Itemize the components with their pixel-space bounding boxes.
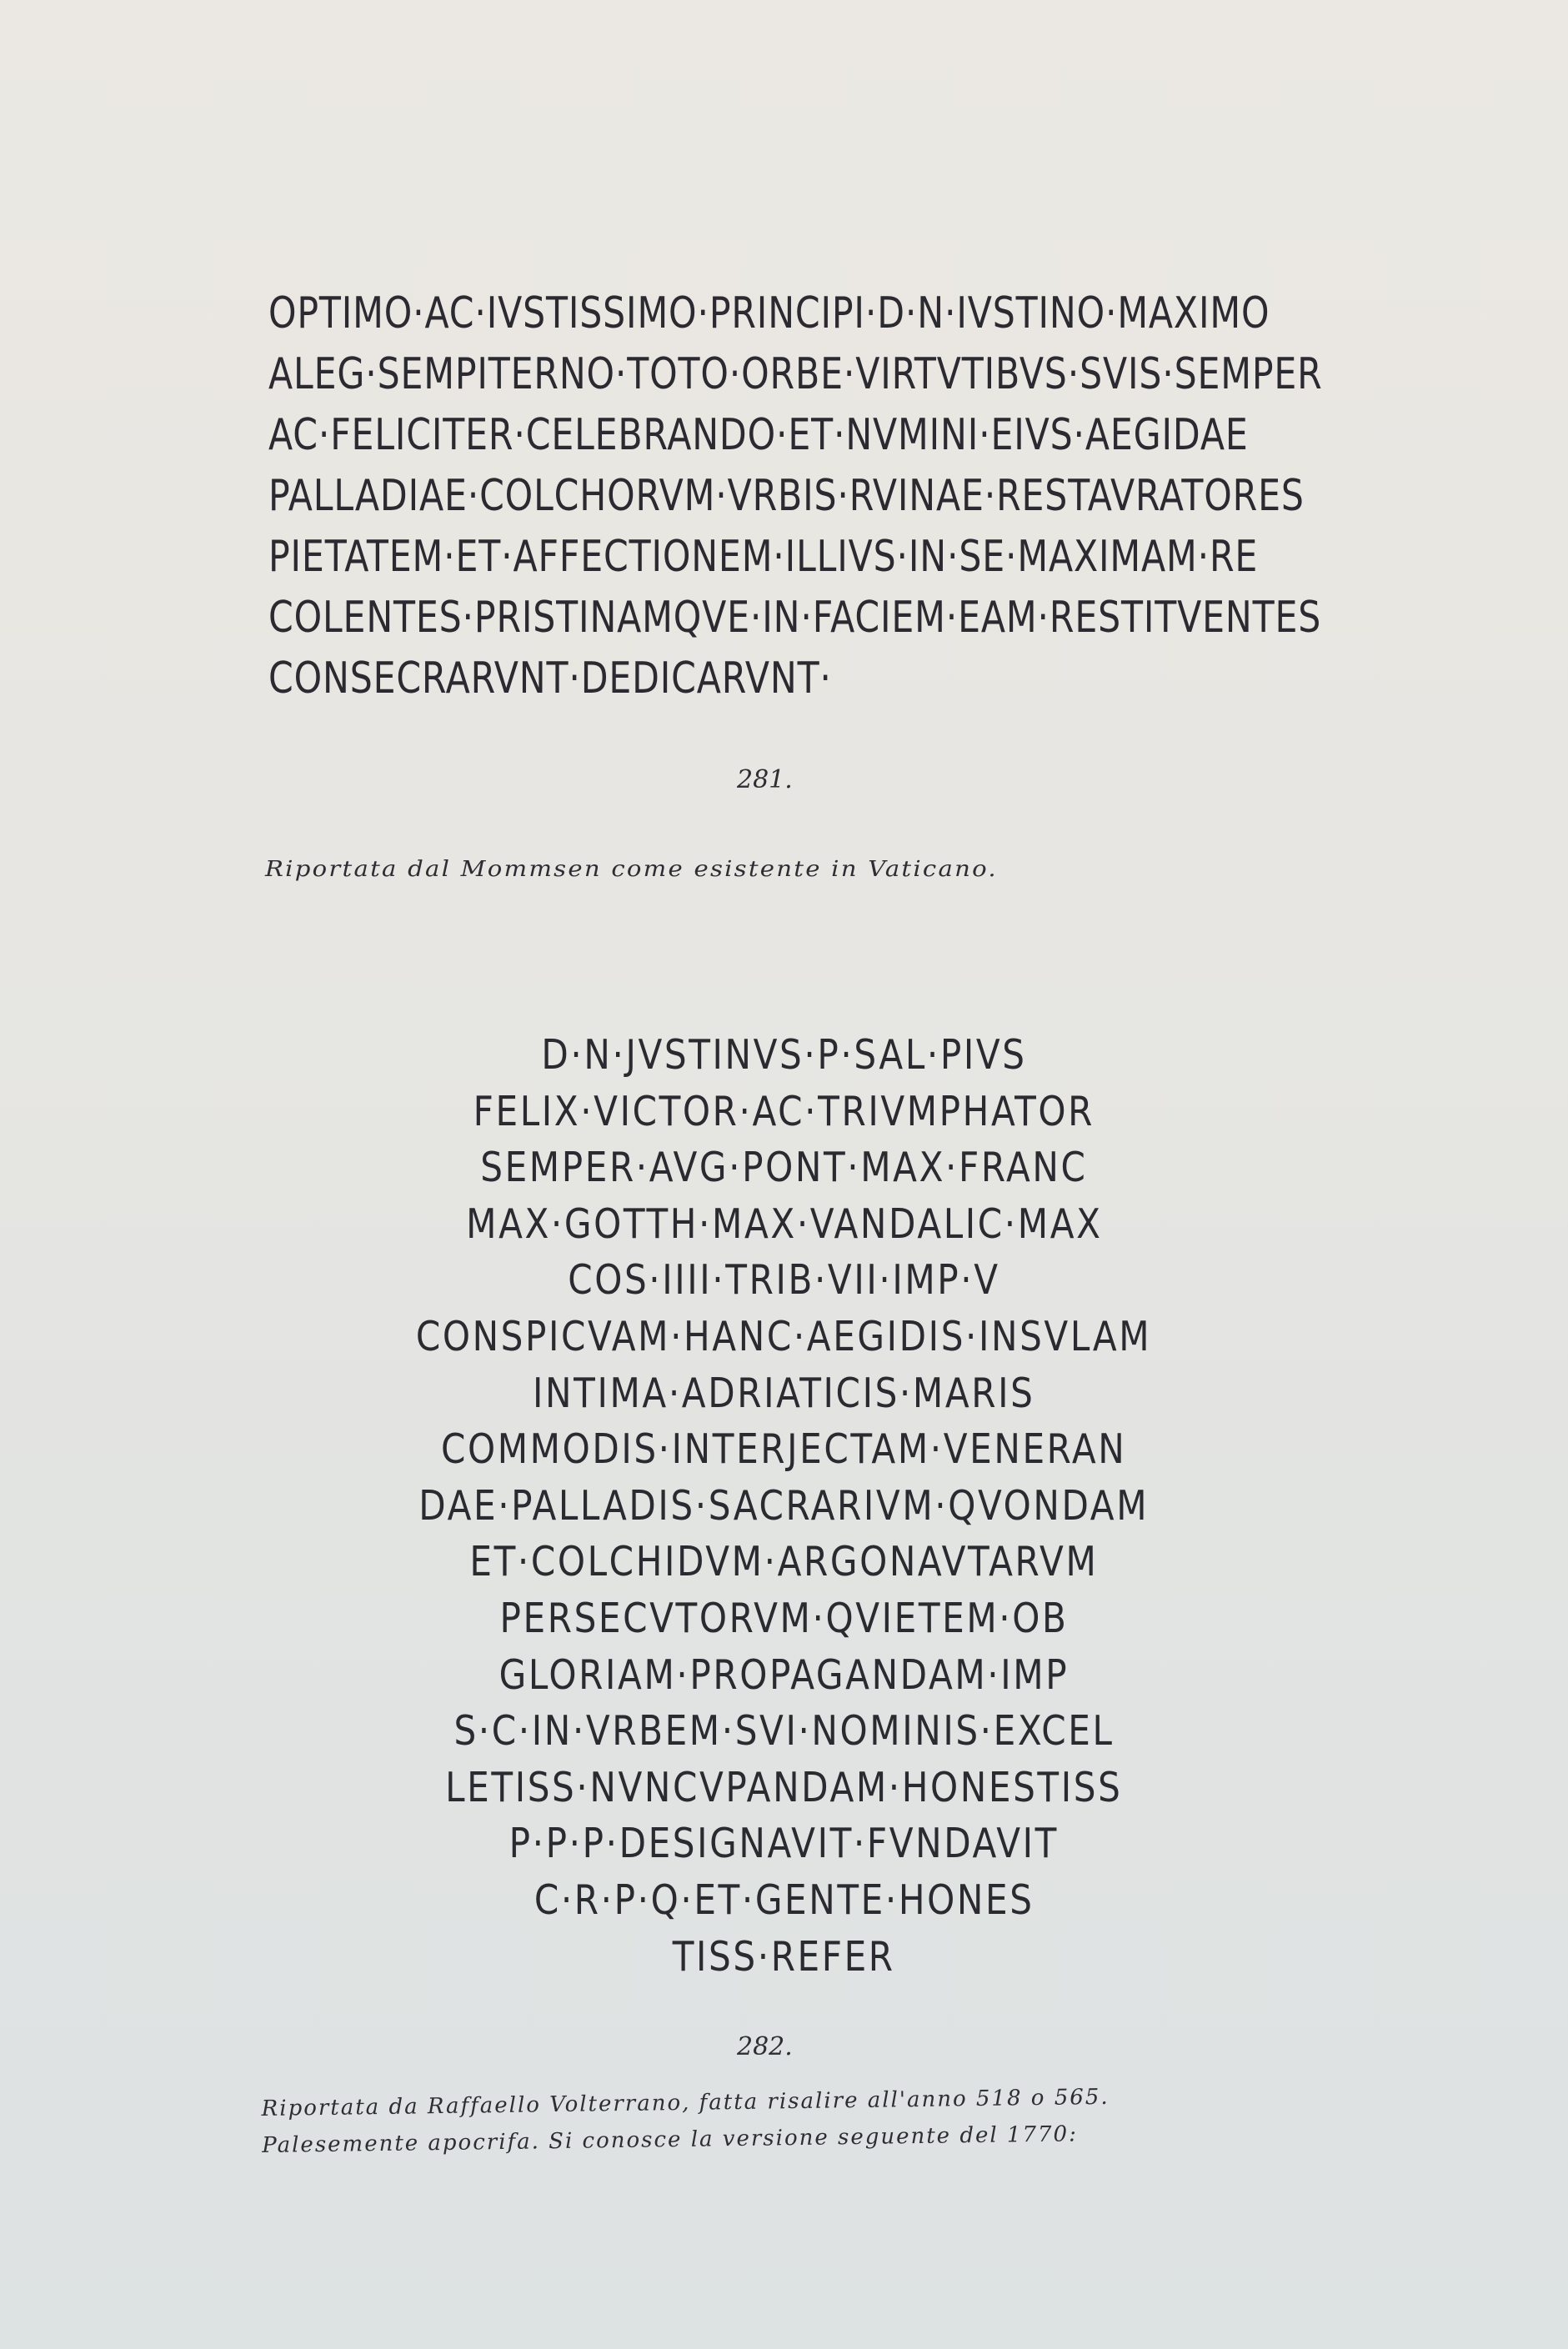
inscription-line: P·P·P·DESIGNAVIT·FVNDAVIT [508,1820,1060,1868]
inscription-line: TISS·REFER [673,1932,895,1981]
note-line: Palesemente apocrifa. Si conosce la versione seguente del 1770: [262,2121,1079,2158]
inscription-281 [268,283,1323,709]
inscription-line: OPTIMO·AC·IVSTISSIMO·PRINCIPI·D·N·IVSTINO·MAXIMO [268,288,1270,338]
inscription-line: COS·IIII·TRIB·VII·IMP·V [568,1256,1000,1305]
inscription-line: AC·FELICITER·CELEBRANDO·ET·NVMINI·EIVS·AEGIDAE [268,410,1249,460]
note-282 [261,2079,1110,2164]
inscription-line: MAX·GOTTH·MAX·VANDALIC·MAX [465,1200,1103,1248]
inscription-line: S·C·IN·VRBEM·SVI·NOMINIS·EXCEL [453,1707,1115,1755]
inscription-line: PALLADIAE·COLCHORVM·VRBIS·RVINAE·RESTAVRATORES [268,471,1305,521]
inscription-line: GLORIAM·PROPAGANDAM·IMP [498,1650,1070,1699]
inscription-282 [0,1027,1568,1985]
inscription-line: CONSECRARVNT·DEDICARVNT· [268,654,832,704]
note-281: Riportata dal Mommsen come esistente in Vaticano. [265,857,998,882]
inscription-number-281: 281. [737,765,793,794]
inscription-line: COLENTES·PRISTINAMQVE·IN·FACIEM·EAM·RESTITVENTES [268,593,1322,643]
inscription-line: COMMODIS·INTERJECTAM·VENERAN [441,1425,1127,1474]
inscription-line: C·R·P·Q·ET·GENTE·HONES [534,1876,1034,1924]
inscription-line: DAE·PALLADIS·SACRARIVM·QVONDAM [418,1481,1150,1530]
inscription-line: LETISS·NVNCVPANDAM·HONESTISS [445,1763,1123,1811]
inscription-number-282: 282. [737,2032,793,2061]
inscription-line: INTIMA·ADRIATICIS·MARIS [533,1369,1035,1417]
note-line: Riportata da Raffaello Volterrano, fatta risalire all'anno 518 o 565. [261,2084,1110,2122]
inscription-line: D·N·JVSTINVS·P·SAL·PIVS [541,1031,1027,1079]
inscription-line: ET·COLCHIDVM·ARGONAVTARVM [469,1538,1099,1586]
inscription-line: PERSECVTORVM·QVIETEM·OB [499,1594,1069,1642]
inscription-line: FELIX·VICTOR·AC·TRIVMPHATOR [473,1087,1095,1135]
inscription-line: SEMPER·AVG·PONT·MAX·FRANC [480,1144,1088,1192]
inscription-line: ALEG·SEMPITERNO·TOTO·ORBE·VIRTVTIBVS·SVIS·SEMPER [268,349,1323,399]
inscription-line: CONSPICVAM·HANC·AEGIDIS·INSVLAM [416,1312,1152,1360]
inscription-line: PIETATEM·ET·AFFECTIONEM·ILLIVS·IN·SE·MAXIMAM·RE [268,532,1259,582]
